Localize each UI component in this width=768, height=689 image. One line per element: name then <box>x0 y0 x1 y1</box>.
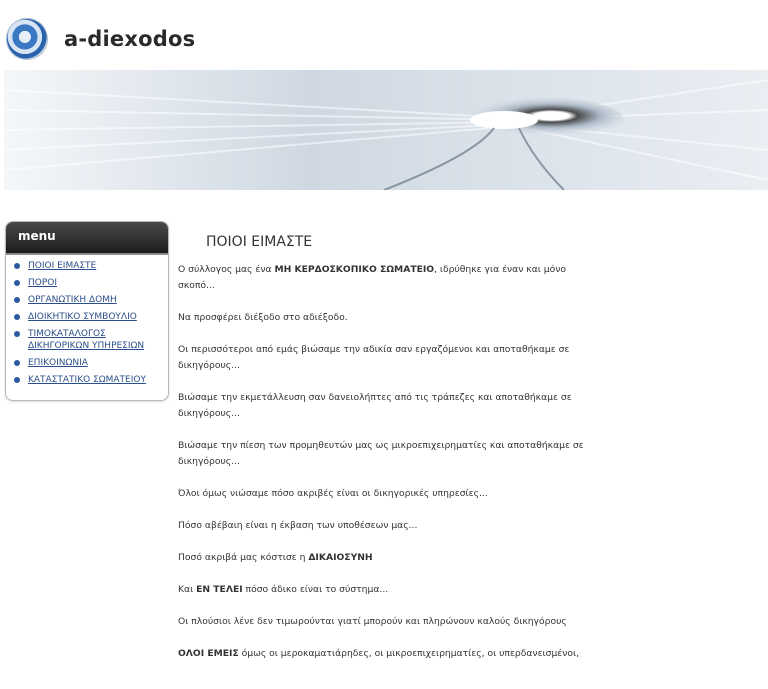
main-content <box>178 234 758 678</box>
paragraph: Πόσο αβέβαιη είναι η έκβαση των υποθέσεων μας... <box>178 520 418 531</box>
menu-item <box>14 311 168 323</box>
menu-link-resources[interactable]: ΠΟΡΟΙ <box>28 278 58 288</box>
paragraph: Βιώσαμε την πίεση των προμηθευτών μας ως μικροεπιχειρηματίες και αποταθήκαμε σε δικηγόρους... <box>178 440 584 467</box>
bullet-icon <box>14 331 20 337</box>
emphasis-text: ΟΛΟΙ ΕΜΕΙΣ <box>178 648 239 659</box>
emphasis-text: ΜΗ ΚΕΡΔΟΣΚΟΠΙΚΟ ΣΩΜΑΤΕΙΟ <box>274 264 435 275</box>
paragraph <box>178 646 598 662</box>
menu-item <box>14 294 168 306</box>
emphasis-text: ΕΝ ΤΕΛΕΙ <box>196 584 243 595</box>
menu-link-board[interactable]: ΔΙΟΙΚΗΤΙΚΟ ΣΥΜΒΟΥΛΙΟ <box>28 312 137 322</box>
paragraph: Οι πλούσιοι λένε δεν τιμωρούνται γιατί μπορούν και πληρώνουν καλούς δικηγόρους <box>178 616 567 627</box>
menu-heading: menu <box>6 222 168 255</box>
paragraph <box>178 582 598 598</box>
bullet-icon <box>14 263 20 269</box>
page-title: ΠΟΙΟΙ ΕΙΜΑΣΤΕ <box>206 234 313 250</box>
text: πόσο άδικο είναι το σύστημα... <box>242 584 389 595</box>
menu-item <box>14 357 168 369</box>
bullet-icon <box>14 297 20 303</box>
paragraph <box>178 262 598 294</box>
menu-item <box>14 328 168 352</box>
bullet-icon <box>14 360 20 366</box>
menu-item <box>14 260 168 272</box>
text: Ποσό ακριβά μας κόστισε η <box>178 552 309 563</box>
menu-link-who-we-are[interactable]: ΠΟΙΟΙ ΕΙΜΑΣΤΕ <box>28 261 97 271</box>
emphasis-text: ΔΙΚΑΙΟΣΥΝΗ <box>308 552 373 563</box>
menu-item <box>14 277 168 289</box>
menu-link-contact[interactable]: ΕΠΙΚΟΙΝΩΝΙΑ <box>28 358 88 368</box>
paragraph: Βιώσαμε την εκμετάλλευση σαν δανειολήπτες από τις τράπεζες και αποταθήκαμε σε δικηγόρους... <box>178 392 572 419</box>
menu-list <box>6 255 168 386</box>
header-banner-image <box>4 70 768 190</box>
text: όμως οι μεροκαματιάρηδες, οι μικροεπιχειρηματίες, οι υπερδανεισμένοι, <box>238 648 580 659</box>
menu-item <box>14 374 168 386</box>
site-title[interactable]: a-diexodos <box>64 27 196 51</box>
bullet-icon <box>14 314 20 320</box>
text: , ιδρύθηκε για έναν και μόνο σκοπό... <box>178 264 567 291</box>
paragraph: Οι περισσότεροι από εμάς βιώσαμε την αδικία σαν εργαζόμενοι και αποταθήκαμε σε δικηγόρους... <box>178 344 570 371</box>
text: Ο σύλλογος μας ένα <box>178 264 275 275</box>
menu-link-statute[interactable]: ΚΑΤΑΣΤΑΤΙΚΟ ΣΩΜΑΤΕΙΟΥ <box>28 375 146 385</box>
site-header <box>0 0 768 70</box>
bullet-icon <box>14 377 20 383</box>
logo-icon[interactable] <box>6 18 48 60</box>
bullet-icon <box>14 280 20 286</box>
paragraph: Όλοι όμως νιώσαμε πόσο ακριβές είναι οι δικηγορικές υπηρεσίες... <box>178 488 488 499</box>
paragraph: Να προσφέρει διέξοδο στο αδιέξοδο. <box>178 312 348 323</box>
paragraph <box>178 550 598 566</box>
text: Και <box>178 584 197 595</box>
sidebar-menu <box>5 221 169 401</box>
menu-link-price-list[interactable]: ΤΙΜΟΚΑΤΑΛΟΓΟΣ ΔΙΚΗΓΟΡΙΚΩΝ ΥΠΗΡΕΣΙΩΝ <box>28 329 145 351</box>
menu-link-organization[interactable]: ΟΡΓΑΝΩΤΙΚΗ ΔΟΜΗ <box>28 295 117 305</box>
